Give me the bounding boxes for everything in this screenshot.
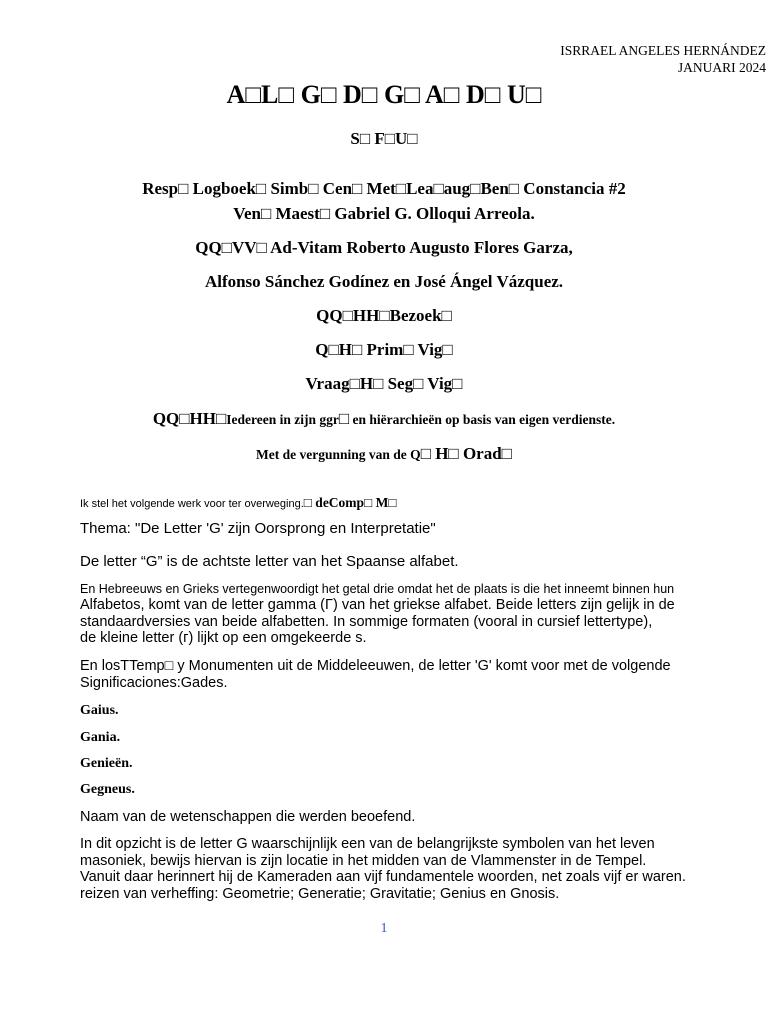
- intro-text: Ik stel het volgende werk voor ter overweging.: [80, 498, 304, 510]
- paragraph-3-line-1: En losTTemp□ y Monumenten uit de Middeleeuwen, de letter 'G' komt voor met de volgende: [80, 658, 671, 674]
- lodge-line-8-text-b: en hiërarchieën op basis van eigen verdienste.: [349, 412, 616, 427]
- paragraph-2-line-3: standaardversies van beide alfabetten. In sommige formaten (vooral in cursief lettertype),: [80, 613, 653, 630]
- lodge-line-9: [0, 444, 768, 464]
- intro-dedication: □ deComp□ M□: [303, 495, 397, 510]
- paragraph-3: [80, 658, 740, 691]
- paragraph-5: [80, 836, 740, 902]
- lodge-line-9-orator: □ H□ Orad□: [420, 444, 512, 463]
- paragraph-5-line-3: Vanuit daar herinnert hij de Kameraden aan vijf fundamentele woorden, net zoals vijf er waren.: [80, 869, 686, 885]
- paragraph-4: Naam van de wetenschappen die werden beoefend.: [80, 809, 416, 825]
- paragraph-2-line-2: Alfabetos, komt van de letter gamma (Γ) van het griekse alfabet. Beide letters zijn gelijk in de: [80, 597, 675, 613]
- lodge-line-1: Resp□ Logboek□ Simb□ Cen□ Met□Lea□aug□Ben□ Constancia #2: [142, 179, 626, 198]
- paragraph-5-line-4: reizen van verheffing: Geometrie; Generatie; Gravitatie; Genius en Gnosis.: [80, 885, 560, 902]
- list-item: Genieën.: [80, 756, 133, 771]
- paragraph-5-line-2: masoniek, bewijs hiervan is zijn locatie in het midden van de Vlammenster in de Tempel.: [80, 852, 647, 869]
- lodge-line-6: Q□H□ Prim□ Vig□: [315, 340, 453, 359]
- lodge-line-8: [0, 409, 768, 429]
- theme-line: Thema: "De Letter 'G' zijn Oorsprong en Interpretatie": [80, 520, 436, 537]
- lodge-line-8-symbol: □: [338, 409, 350, 428]
- paragraph-2-line-4: de kleine letter (г) lijkt op een omgekeerde s.: [80, 630, 367, 646]
- page-subtitle: S□ F□U□: [350, 129, 418, 148]
- lodge-line-8-title: QQ□HH□: [152, 409, 227, 428]
- lodge-line-2: Ven□ Maest□ Gabriel G. Olloqui Arreola.: [233, 204, 535, 223]
- lodge-line-5: QQ□HH□Bezoek□: [316, 306, 452, 325]
- paragraph-1: De letter “G” is de achtste letter van het Spaanse alfabet.: [80, 553, 459, 570]
- author-name: ISRRAEL ANGELES HERNÁNDEZ: [560, 43, 766, 58]
- lodge-line-7: Vraag□H□ Seg□ Vig□: [305, 374, 463, 393]
- lodge-line-9-text: Met de vergunning van de Q: [256, 447, 421, 462]
- lodge-line-8-text-a: Iedereen in zijn ggr: [226, 412, 339, 427]
- paragraph-2: [80, 581, 740, 647]
- lodge-line-3: QQ□VV□ Ad-Vitam Roberto Augusto Flores Garza,: [195, 238, 573, 257]
- paragraph-5-line-1: In dit opzicht is de letter G waarschijnlijk een van de belangrijkste symbolen van het leven: [80, 836, 655, 852]
- intro-line: [80, 494, 397, 512]
- list-item: Gania.: [80, 730, 121, 745]
- page-title: A□L□ G□ D□ G□ A□ D□ U□: [226, 80, 542, 109]
- list-item: Gegneus.: [80, 782, 135, 797]
- list-item: Gaius.: [80, 703, 119, 718]
- document-date: JANUARI 2024: [677, 60, 766, 75]
- lodge-line-4: Alfonso Sánchez Godínez en José Ángel Vázquez.: [204, 272, 564, 291]
- page-number: 1: [380, 920, 388, 935]
- paragraph-3-line-2: Significaciones:Gades.: [80, 674, 228, 691]
- paragraph-2-line-1: En Hebreeuws en Grieks vertegenwoordigt het getal drie omdat het de plaats is die het inneemt binnen hun: [80, 582, 675, 596]
